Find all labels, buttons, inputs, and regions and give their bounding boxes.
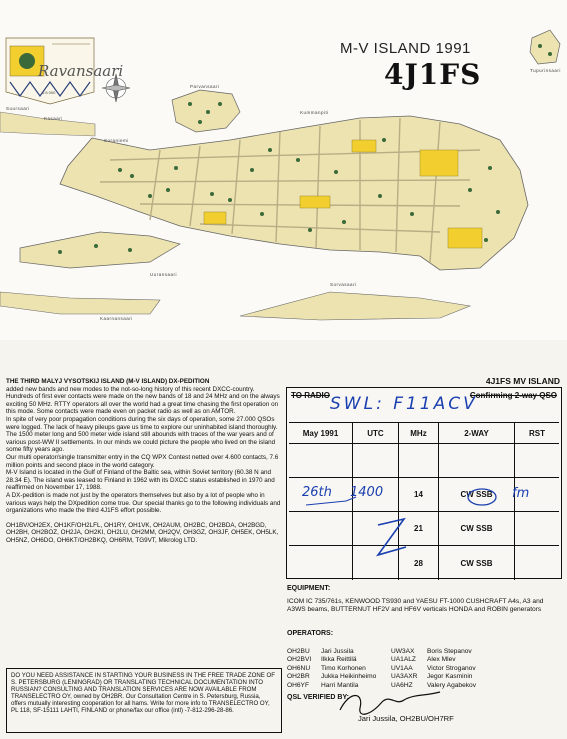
- map-drawing: [0, 0, 567, 340]
- operator-call: UA6HZ: [391, 681, 413, 689]
- story-paragraph: added new bands and new modes to the not-so-long history of this recent DXCC-country. Hundreds of first ever contacts were made on the new bands of 18 and 24 MHz and on the always exciting 50 MHz. RTTY operators all over the world had a great time chasing the first operation on this mode. Some contacts were made even on packet radio as well as on AMTOR.: [6, 385, 280, 416]
- column-header: May 1991: [289, 423, 353, 443]
- mode-cell: CW SSB: [439, 546, 515, 580]
- operator-name: Jegor Kasminin: [427, 673, 473, 681]
- equipment-text: ICOM IC 735/761s, KENWOOD TS930 and YAESU FT-1000 CUSHCRAFT A4s, A3 and A3WS beams, BUTTERNUT HF2V and HF6V verticals HONDA and ROBIN generators: [287, 598, 544, 613]
- place-label: Soraniemi: [104, 138, 129, 143]
- operator-call: OH2BR: [287, 673, 310, 681]
- place-label: Kasaari: [44, 116, 63, 121]
- ad-text: DO YOU NEED ASSISTANCE IN STARTING YOUR BUSINESS IN THE FREE TRADE ZONE OF S. PETERSBURG (LENINGRAD) OR TRANSLATING TECHNICAL DOCUMENTATION INTO RUSSIAN? CONSULTING AND TRANSLATION SERVICES ARE NOW AVAILABLE FROM TRANSELECTRO OY, owned by OH2BR. Our Consultation Centre in S. Petersburg, Russia, offers mutually interesting cooperation for all hams. Write for more info to TRANSELECTRO OY, PL 118, SF-15111 LAHTI, FINLAND or phone/fax our office (intl) -7-812-296-28-86.: [11, 672, 275, 714]
- place-label: Uuransaari: [150, 272, 178, 277]
- operator-name: Jari Jussila: [321, 648, 354, 655]
- mode-cell: CW SSB: [439, 512, 515, 545]
- operator-name: Alex Mlev: [427, 656, 456, 664]
- column-header: MHz: [399, 423, 439, 443]
- translation-services-ad: [6, 668, 282, 733]
- operator-name: Timo Korhonen: [321, 664, 366, 672]
- operator-call: OH6NU: [287, 664, 311, 672]
- operator-name: Victor Stroganov: [427, 664, 476, 672]
- operator-name: Boris Stepanov: [427, 648, 472, 655]
- to-radio-label: TO RADIO: [291, 391, 330, 400]
- operator-call: OH2BVI: [287, 656, 312, 664]
- island-map: [0, 0, 567, 340]
- story-paragraph: Our multi operator/single transmitter entry in the CQ WPX Contest netted over 4.600 contacts, 7.6 million points and second place in the world category.: [6, 453, 279, 469]
- operator-call: OH2BU: [287, 648, 310, 655]
- operator-call: UV1AA: [391, 664, 413, 672]
- story-paragraph: A DX-pedition is made not just by the operators themselves but also by a lot of people who in various ways help the DXpedition come true. Our special thanks go to the following individuals and organizations who made the third 4J1FS effort possible.: [6, 491, 281, 515]
- place-label: Kaarnansaari: [100, 316, 133, 321]
- callsign-title: 4J1FS: [384, 58, 482, 91]
- place-label: Parvansaari: [190, 84, 220, 89]
- handwritten-callsign: SWL: F11ACV: [330, 394, 478, 414]
- handwritten-rst: fm: [512, 486, 530, 501]
- operators-list: [287, 648, 507, 690]
- operator-call: UA3AXR: [391, 673, 418, 681]
- island-name: M-V ISLAND 1991: [340, 40, 471, 57]
- mode-cell: CW SSB: [439, 478, 515, 511]
- mhz-cell: 28: [399, 546, 439, 580]
- operator-name: Ilkka Reittilä: [321, 656, 357, 664]
- column-header: RST: [529, 428, 545, 438]
- card-header: 4J1FS MV ISLAND: [485, 376, 560, 386]
- column-header: UTC: [353, 423, 399, 443]
- signature-name: Jari Jussila, OH2BU/OH7RF: [358, 714, 454, 723]
- thanks-list: OH1BV/OH2EX, OH1KF/OH2LFL, OH1RY, OH1VK, OH2AUM, OH2BC, OH2BDA, OH2BGD, OH2BH, OH2BOZ, OH2JA, OH2KI, OH2LU, OH2MM, OH2QV, OH3GZ, OH3JF, OH5EK, OH5LK, OH5NZ, OH6DO, OH6KT/OH2BKQ, OH6RM, TG9VT, Mikrolog LTD.: [6, 521, 279, 544]
- place-label: Sorvasaari: [330, 282, 357, 287]
- handwritten-date: 26th: [302, 485, 332, 500]
- story-paragraph: In spite of very poor propagation conditions during the six days of operation, some 27.000 QSOs were logged. The lack of heavy pileups gave us time to explore our uninhabited island thoroughly. The 1500 meter long and 500 meter wide island still abounds with traces of the war years and of various post-WW II settlements. In our minds we could picture the people who lived on the island some fifty years ago.: [6, 415, 278, 454]
- operator-name: Harri Mantila: [321, 681, 359, 689]
- list-item: [287, 656, 507, 664]
- story-title: THE THIRD MALYJ VYSOTSKIJ ISLAND (M-V ISLAND) DX-PEDITION: [6, 378, 210, 385]
- story-paragraph: M-V Island is located in the Gulf of Finland of the Baltic sea, within Soviet territory (60.38 N and 28.34 E). The island was leased to Finland in 1962 with its DXCC status established in 1970 and reaffirmed on November 17, 1988.: [6, 469, 275, 492]
- operator-call: UA1ALZ: [391, 656, 416, 664]
- operator-call: UW3AX: [391, 648, 415, 655]
- mhz-cell: 14: [399, 478, 439, 511]
- mhz-cell: 21: [399, 512, 439, 545]
- qsl-verified-label: QSL VERIFIED BY:: [287, 694, 349, 701]
- column-header: 2-WAY: [439, 423, 515, 443]
- place-label: Kummanpiti: [300, 110, 329, 115]
- list-item: [287, 673, 507, 681]
- handwritten-utc: 1400: [350, 485, 384, 500]
- cartouche-title: Ravansaari: [38, 62, 124, 80]
- equipment-heading: EQUIPMENT:: [287, 585, 331, 592]
- dxpedition-story: [6, 378, 282, 544]
- list-item: [287, 665, 507, 673]
- list-item: [287, 648, 507, 656]
- operator-name: Valery Agabekov: [427, 681, 476, 689]
- operator-call: OH6YF: [287, 681, 309, 689]
- confirming-label: Confirming 2-way QSO: [469, 391, 557, 400]
- operator-name: Jukka Heikinheimo: [321, 673, 377, 681]
- cartouche-scale: 1:5 000: [42, 90, 56, 95]
- place-label: Suursaari: [6, 106, 30, 111]
- operators-heading: OPERATORS:: [287, 630, 334, 637]
- handwritten-marks: [286, 387, 562, 579]
- place-label: Tupurinsaari: [530, 68, 561, 73]
